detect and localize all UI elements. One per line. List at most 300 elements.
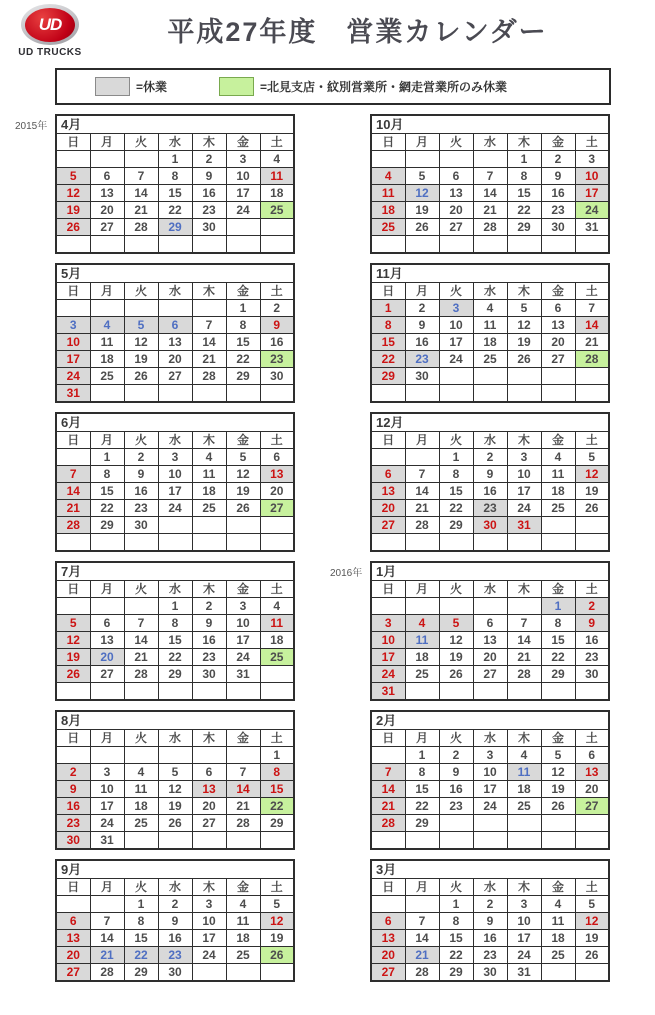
empty-cell [226,236,260,254]
empty-cell [124,747,158,764]
day-cell: 30 [192,219,226,236]
day-cell: 31 [56,385,90,403]
day-cell: 8 [439,466,473,483]
month-block-8月 [55,710,295,850]
day-cell: 4 [226,896,260,913]
day-cell: 14 [56,483,90,500]
day-cell: 2 [192,598,226,615]
day-cell: 8 [439,913,473,930]
day-cell: 12 [575,913,609,930]
day-cell: 2 [439,747,473,764]
day-cell: 9 [56,781,90,798]
empty-cell [575,832,609,850]
day-cell: 25 [507,798,541,815]
day-cell: 3 [192,896,226,913]
weekday-header: 日 [371,730,405,747]
empty-cell [90,236,124,254]
day-cell: 18 [260,185,294,202]
day-cell: 30 [575,666,609,683]
day-cell: 15 [260,781,294,798]
day-cell: 5 [405,168,439,185]
day-cell: 2 [124,449,158,466]
empty-cell [124,832,158,850]
day-cell: 13 [90,185,124,202]
day-cell: 10 [90,781,124,798]
month-title: 6月 [56,413,294,432]
day-cell: 9 [405,317,439,334]
day-cell: 22 [439,947,473,964]
day-cell: 2 [260,300,294,317]
empty-cell [124,385,158,403]
weekday-header: 火 [124,730,158,747]
day-cell: 9 [473,913,507,930]
day-cell: 3 [473,747,507,764]
day-cell: 7 [405,466,439,483]
day-cell: 2 [473,896,507,913]
weekday-header: 火 [439,730,473,747]
empty-cell [507,368,541,385]
day-cell: 1 [260,747,294,764]
day-cell: 5 [507,300,541,317]
day-cell: 4 [473,300,507,317]
day-cell: 13 [575,764,609,781]
day-cell: 11 [226,913,260,930]
day-cell: 3 [439,300,473,317]
day-cell: 27 [158,368,192,385]
month-block-1月 [330,561,610,701]
day-cell: 17 [507,483,541,500]
day-cell: 15 [226,334,260,351]
day-cell: 13 [541,317,575,334]
empty-cell [405,534,439,552]
day-cell: 12 [124,334,158,351]
day-cell: 23 [124,500,158,517]
day-cell: 14 [473,185,507,202]
day-cell: 12 [56,632,90,649]
empty-cell [371,385,405,403]
day-cell: 28 [226,815,260,832]
day-cell: 20 [541,334,575,351]
weekday-header: 金 [541,879,575,896]
day-cell: 16 [158,930,192,947]
month-title: 4月 [56,115,294,134]
weekday-header: 月 [405,283,439,300]
weekday-header: 水 [158,432,192,449]
day-cell: 22 [90,500,124,517]
calendar-table [370,561,610,701]
day-cell: 11 [473,317,507,334]
day-cell: 18 [192,483,226,500]
empty-cell [473,151,507,168]
empty-cell [575,683,609,701]
day-cell: 18 [507,781,541,798]
day-cell: 9 [192,168,226,185]
day-cell: 11 [541,466,575,483]
month-title: 5月 [56,264,294,283]
empty-cell [575,368,609,385]
year-label: 2016年 [330,568,363,579]
day-cell: 8 [90,466,124,483]
day-cell: 24 [575,202,609,219]
legend-swatch-closed [95,77,130,96]
day-cell: 29 [226,368,260,385]
day-cell: 30 [541,219,575,236]
weekday-header: 土 [260,879,294,896]
empty-cell [439,534,473,552]
day-cell: 26 [405,219,439,236]
day-cell: 29 [124,964,158,982]
empty-cell [575,236,609,254]
month-block-12月 [370,412,610,552]
day-cell: 23 [260,351,294,368]
day-cell: 20 [90,202,124,219]
day-cell: 6 [56,913,90,930]
day-cell: 16 [405,334,439,351]
weekday-header: 日 [56,581,90,598]
empty-cell [541,368,575,385]
weekday-header: 木 [192,730,226,747]
day-cell: 5 [158,764,192,781]
day-cell: 14 [90,930,124,947]
weekday-header: 木 [507,879,541,896]
year-label: 2015年 [15,121,48,132]
weekday-header: 日 [56,730,90,747]
day-cell: 11 [192,466,226,483]
empty-cell [56,449,90,466]
day-cell: 15 [439,483,473,500]
empty-cell [405,151,439,168]
empty-cell [473,598,507,615]
day-cell: 23 [56,815,90,832]
legend-swatch-branch-closed [219,77,254,96]
day-cell: 28 [371,815,405,832]
day-cell: 30 [473,964,507,982]
day-cell: 2 [575,598,609,615]
day-cell: 21 [90,947,124,964]
day-cell: 27 [260,500,294,517]
day-cell: 4 [260,598,294,615]
empty-cell [124,683,158,701]
empty-cell [439,815,473,832]
calendar-table [370,859,610,982]
day-cell: 23 [405,351,439,368]
day-cell: 30 [158,964,192,982]
day-cell: 29 [158,666,192,683]
empty-cell [439,236,473,254]
empty-cell [439,151,473,168]
empty-cell [124,534,158,552]
day-cell: 1 [124,896,158,913]
day-cell: 11 [507,764,541,781]
day-cell: 11 [405,632,439,649]
day-cell: 12 [575,466,609,483]
day-cell: 15 [158,185,192,202]
month-title: 1月 [371,562,609,581]
day-cell: 3 [158,449,192,466]
weekday-header: 木 [507,134,541,151]
day-cell: 19 [405,202,439,219]
day-cell: 23 [192,649,226,666]
empty-cell [192,236,226,254]
empty-cell [260,517,294,534]
day-cell: 19 [226,483,260,500]
day-cell: 28 [124,666,158,683]
day-cell: 22 [158,202,192,219]
weekday-header: 土 [575,730,609,747]
empty-cell [405,598,439,615]
day-cell: 26 [575,947,609,964]
day-cell: 17 [507,930,541,947]
empty-cell [371,151,405,168]
day-cell: 27 [192,815,226,832]
weekday-header: 月 [405,134,439,151]
day-cell: 24 [473,798,507,815]
day-cell: 25 [541,947,575,964]
empty-cell [507,815,541,832]
day-cell: 6 [260,449,294,466]
day-cell: 21 [575,334,609,351]
day-cell: 13 [56,930,90,947]
empty-cell [90,683,124,701]
day-cell: 24 [439,351,473,368]
day-cell: 4 [541,896,575,913]
day-cell: 21 [124,202,158,219]
day-cell: 26 [541,798,575,815]
empty-cell [439,598,473,615]
day-cell: 9 [575,615,609,632]
month-title: 8月 [56,711,294,730]
day-cell: 26 [507,351,541,368]
day-cell: 29 [90,517,124,534]
day-cell: 3 [226,151,260,168]
day-cell: 14 [575,317,609,334]
day-cell: 24 [507,500,541,517]
day-cell: 1 [158,151,192,168]
legend-label-closed: =休業 [136,80,168,94]
day-cell: 20 [575,781,609,798]
empty-cell [56,896,90,913]
day-cell: 15 [124,930,158,947]
month-block-7月 [55,561,295,701]
day-cell: 29 [260,815,294,832]
day-cell: 7 [124,168,158,185]
day-cell: 17 [371,649,405,666]
calendar-table [55,710,295,850]
month-title: 7月 [56,562,294,581]
weekday-header: 火 [439,432,473,449]
empty-cell [226,534,260,552]
day-cell: 30 [473,517,507,534]
day-cell: 17 [56,351,90,368]
day-cell: 13 [158,334,192,351]
day-cell: 13 [192,781,226,798]
calendar-table [55,561,295,701]
empty-cell [260,236,294,254]
day-cell: 16 [124,483,158,500]
weekday-header: 火 [439,283,473,300]
day-cell: 18 [371,202,405,219]
empty-cell [56,683,90,701]
weekday-header: 金 [541,283,575,300]
day-cell: 10 [507,913,541,930]
day-cell: 24 [56,368,90,385]
day-cell: 2 [158,896,192,913]
day-cell: 11 [371,185,405,202]
calendar-table [370,263,610,403]
empty-cell [90,896,124,913]
day-cell: 14 [405,483,439,500]
weekday-header: 水 [158,134,192,151]
day-cell: 31 [226,666,260,683]
empty-cell [371,236,405,254]
day-cell: 28 [507,666,541,683]
empty-cell [90,385,124,403]
weekday-header: 木 [192,879,226,896]
day-cell: 1 [507,151,541,168]
empty-cell [226,517,260,534]
empty-cell [226,747,260,764]
day-cell: 14 [192,334,226,351]
day-cell: 27 [473,666,507,683]
empty-cell [226,385,260,403]
empty-cell [541,236,575,254]
weekday-header: 土 [260,730,294,747]
day-cell: 27 [439,219,473,236]
months-left-column [15,114,295,982]
page-header [0,0,655,60]
day-cell: 5 [541,747,575,764]
day-cell: 26 [226,500,260,517]
weekday-header: 木 [192,134,226,151]
weekday-header: 金 [226,581,260,598]
day-cell: 18 [541,930,575,947]
day-cell: 25 [192,500,226,517]
day-cell: 21 [405,500,439,517]
day-cell: 16 [541,185,575,202]
weekday-header: 水 [158,879,192,896]
weekday-header: 月 [90,581,124,598]
day-cell: 21 [405,947,439,964]
empty-cell [575,517,609,534]
day-cell: 16 [56,798,90,815]
weekday-header: 月 [90,283,124,300]
day-cell: 10 [439,317,473,334]
day-cell: 2 [192,151,226,168]
day-cell: 28 [56,517,90,534]
empty-cell [158,534,192,552]
weekday-header: 月 [90,432,124,449]
day-cell: 6 [158,317,192,334]
day-cell: 25 [260,649,294,666]
empty-cell [192,534,226,552]
month-title: 2月 [371,711,609,730]
day-cell: 10 [371,632,405,649]
day-cell: 7 [226,764,260,781]
day-cell: 9 [473,466,507,483]
empty-cell [405,449,439,466]
day-cell: 8 [260,764,294,781]
day-cell: 6 [192,764,226,781]
empty-cell [56,747,90,764]
day-cell: 10 [473,764,507,781]
day-cell: 20 [90,649,124,666]
day-cell: 28 [575,351,609,368]
empty-cell [124,236,158,254]
month-block-3月 [370,859,610,982]
day-cell: 17 [439,334,473,351]
day-cell: 11 [260,168,294,185]
day-cell: 17 [473,781,507,798]
day-cell: 12 [260,913,294,930]
month-block-4月 [15,114,295,254]
day-cell: 26 [439,666,473,683]
day-cell: 12 [158,781,192,798]
day-cell: 29 [507,219,541,236]
empty-cell [90,598,124,615]
empty-cell [473,683,507,701]
day-cell: 13 [260,466,294,483]
day-cell: 2 [541,151,575,168]
empty-cell [124,151,158,168]
day-cell: 11 [90,334,124,351]
day-cell: 10 [56,334,90,351]
weekday-header: 水 [473,879,507,896]
day-cell: 22 [371,351,405,368]
empty-cell [473,832,507,850]
weekday-header: 日 [56,283,90,300]
weekday-header: 日 [371,432,405,449]
day-cell: 13 [371,483,405,500]
calendar-table [370,710,610,850]
empty-cell [158,747,192,764]
month-block-11月 [370,263,610,403]
weekday-header: 日 [56,432,90,449]
day-cell: 17 [192,930,226,947]
day-cell: 31 [507,964,541,982]
day-cell: 2 [405,300,439,317]
weekday-header: 木 [507,283,541,300]
day-cell: 26 [158,815,192,832]
day-cell: 25 [371,219,405,236]
day-cell: 24 [192,947,226,964]
day-cell: 10 [226,615,260,632]
day-cell: 1 [90,449,124,466]
empty-cell [56,300,90,317]
day-cell: 17 [575,185,609,202]
day-cell: 22 [541,649,575,666]
empty-cell [226,219,260,236]
month-title: 3月 [371,860,609,879]
day-cell: 2 [56,764,90,781]
day-cell: 7 [473,168,507,185]
empty-cell [507,236,541,254]
empty-cell [158,517,192,534]
day-cell: 6 [473,615,507,632]
month-block-2月 [370,710,610,850]
weekday-header: 水 [158,283,192,300]
day-cell: 21 [56,500,90,517]
day-cell: 20 [439,202,473,219]
day-cell: 14 [124,185,158,202]
empty-cell [56,534,90,552]
day-cell: 17 [226,632,260,649]
day-cell: 24 [507,947,541,964]
calendar-table [370,114,610,254]
day-cell: 23 [541,202,575,219]
day-cell: 28 [473,219,507,236]
day-cell: 14 [507,632,541,649]
logo-caption: UD TRUCKS [18,47,82,58]
